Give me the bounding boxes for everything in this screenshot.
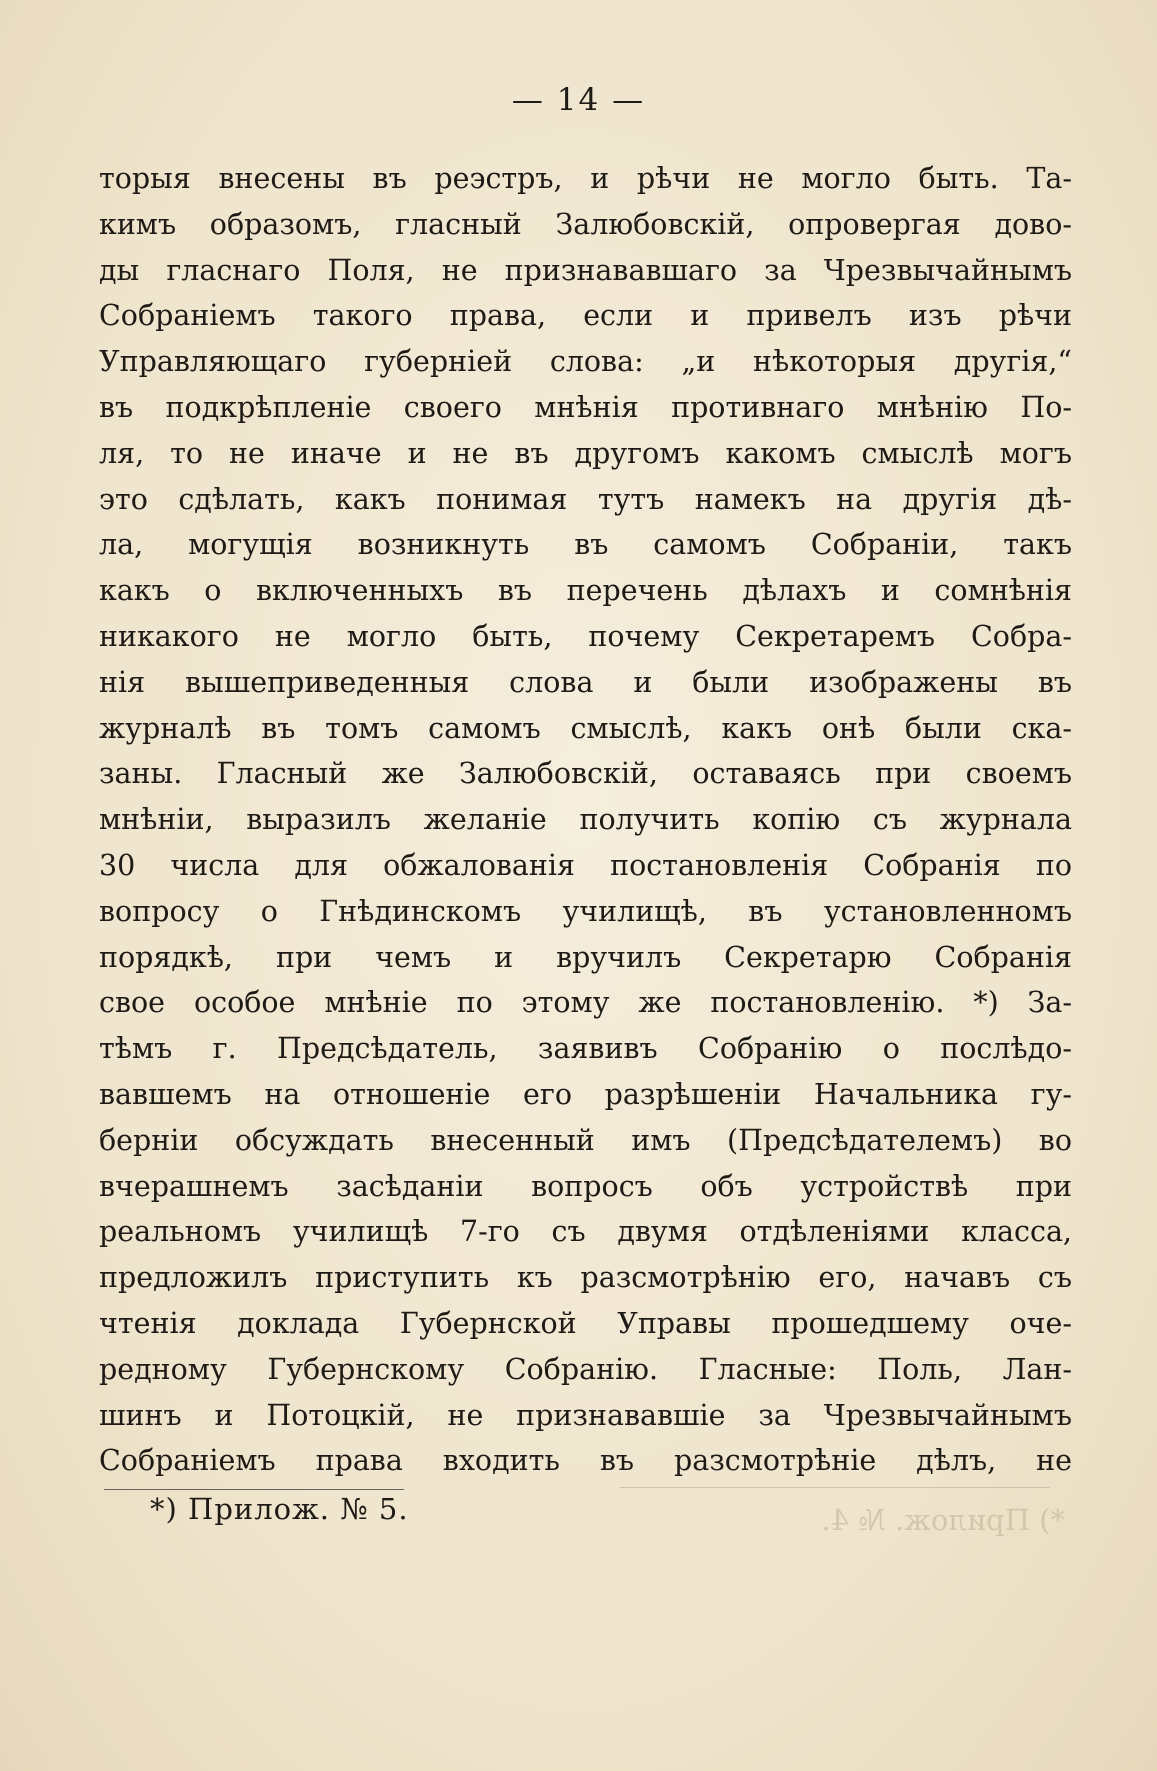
text-line: тѣмъ г. Предсѣдатель, заявивъ Собранію о послѣдо- xyxy=(99,1032,1072,1066)
text-line: вчерашнемъ засѣданіи вопросъ объ устройствѣ при xyxy=(99,1169,1072,1203)
text-line: ля, то не иначе и не въ другомъ какомъ смыслѣ могъ xyxy=(99,436,1072,470)
text-line: Собраніемъ права входить въ разсмотрѣніе дѣлъ, не xyxy=(99,1444,1072,1478)
text-line: журналѣ въ томъ самомъ смыслѣ, какъ онѣ были ска- xyxy=(99,711,1072,745)
text-line: реальномъ училищѣ 7-го съ двумя отдѣленіями класса, xyxy=(99,1215,1072,1249)
text-line: порядкѣ, при чемъ и вручилъ Секретарю Собранія xyxy=(99,940,1072,974)
text-line: свое особое мнѣніе по этому же постановленію. *) За- xyxy=(99,986,1072,1020)
page-number: — 14 — xyxy=(511,82,646,118)
text-line: какъ о включенныхъ въ перечень дѣлахъ и сомнѣнія xyxy=(99,574,1072,608)
text-line: ла, могущія возникнуть въ самомъ Собраніи, такъ xyxy=(99,528,1072,562)
text-line: Управляющаго губерніей слова: „и нѣкоторыя другія,“ xyxy=(99,345,1072,379)
text-line: берніи обсуждать внесенный имъ (Предсѣдателемъ) во xyxy=(99,1123,1072,1157)
text-line: Собраніемъ такого права, если и привелъ изъ рѣчи xyxy=(99,299,1072,333)
text-line: вавшемъ на отношеніе его разрѣшеніи Начальника гу- xyxy=(99,1077,1072,1111)
body-text xyxy=(99,156,1072,1484)
text-line: редному Губернскому Собранію. Гласные: Поль, Лан- xyxy=(99,1352,1072,1386)
footnote: *) Прилож. № 5. xyxy=(150,1492,409,1527)
text-line: шинъ и Потоцкій, не признававшіе за Чрезвычайнымъ xyxy=(99,1398,1072,1432)
text-line: мнѣніи, выразилъ желаніе получить копію съ журнала xyxy=(99,803,1072,837)
text-line: торыя внесены въ реэстръ, и рѣчи не могло быть. Та- xyxy=(99,162,1072,195)
text-line: въ подкрѣпленіе своего мнѣнія противнаго мнѣнію По- xyxy=(99,390,1072,424)
text-line: вопросу о Гнѣдинскомъ училищѣ, въ установленномъ xyxy=(99,894,1072,928)
text-line: чтенія доклада Губернской Управы прошедшему оче- xyxy=(99,1306,1072,1340)
text-line: никакого не могло быть, почему Секретаремъ Собра- xyxy=(99,619,1072,653)
text-line: заны. Гласный же Залюбовскій, оставаясь при своемъ xyxy=(99,757,1072,791)
text-line: нія вышеприведенныя слова и были изображены въ xyxy=(99,665,1072,699)
text-line: 30 числа для обжалованія постановленія Собранія по xyxy=(99,848,1072,882)
text-line: кимъ образомъ, гласный Залюбовскій, опровергая дово- xyxy=(99,207,1072,241)
text-line: это сдѣлать, какъ понимая тутъ намекъ на другія дѣ- xyxy=(99,482,1072,516)
text-line: предложилъ приступить къ разсмотрѣнію его, начавъ съ xyxy=(99,1261,1072,1295)
show-through-footnote: *) Прилож. № 4. xyxy=(821,1503,1065,1538)
bleed-through-rule xyxy=(620,1487,1050,1488)
footnote-rule xyxy=(104,1489,404,1490)
text-line: ды гласнаго Поля, не признававшаго за Чрезвычайнымъ xyxy=(99,253,1072,287)
